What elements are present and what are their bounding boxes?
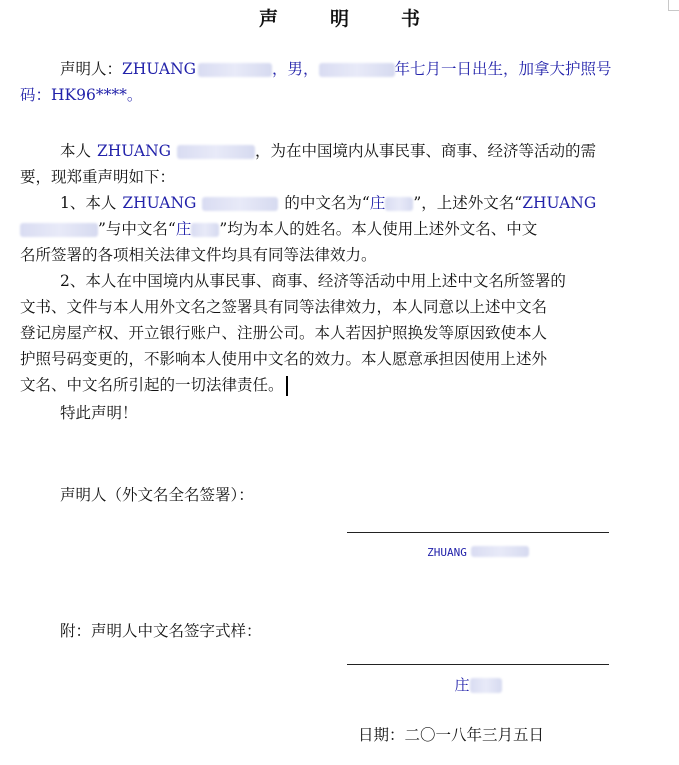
declarant-gender: ，男，: [272, 60, 319, 78]
item2-line-5: [20, 372, 288, 398]
item2-line-2: 文书、文件与本人用外文名之签署具有同等法律效力，本人同意以上述中文名: [20, 298, 548, 316]
item1-line-3: 名所签署的各项相关法律文件均具有同等法律效力。: [20, 246, 377, 264]
item2-line-1: 2、本人在中国境内从事民事、商事、经济等活动中用上述中文名所签署的: [60, 272, 566, 290]
annex-label: 附：声明人中文名签字式样：: [60, 622, 262, 640]
redacted-name: [202, 197, 278, 211]
item1-name: ZHUANG: [122, 194, 197, 212]
annex-signature-block: [347, 674, 609, 695]
redacted-name: [177, 145, 255, 159]
statement-line-1: [60, 138, 596, 164]
declarant-line-2: 码：HK96****。: [20, 86, 143, 104]
item2-line-4: 护照号码变更的，不影响本人使用中文名的效力。本人愿意承担因使用上述外: [20, 350, 548, 368]
redacted-cn-name: [191, 223, 219, 237]
signature-block: [347, 541, 609, 560]
item1-text-3: ”，上述外文名“: [413, 194, 523, 212]
annex-cn-name: 庄: [454, 676, 470, 694]
statement-text: 本人: [60, 142, 92, 160]
redacted-cn-name: [385, 197, 413, 211]
annex-signature-line[interactable]: [347, 664, 609, 665]
redacted-cn-name: [470, 678, 502, 693]
statement-name: ZHUANG: [97, 142, 172, 160]
closing-text: 特此声明！: [60, 404, 138, 422]
item1-text-5: ”均为本人的姓名。本人使用上述外文名、中文: [219, 220, 538, 238]
declarant-birth-passport: 年七月一日出生，加拿大护照号: [394, 60, 612, 78]
item1-name-2: ZHUANG: [522, 194, 597, 212]
signature-line[interactable]: [347, 532, 609, 533]
document-title: 声明书: [258, 8, 472, 30]
item1-line-2: [20, 216, 537, 242]
declarant-line-1: [60, 56, 612, 82]
item1-cn-name: 庄: [369, 194, 386, 212]
item1-cn-name-2: 庄: [175, 220, 192, 238]
redacted-birth-year: [319, 63, 395, 77]
redacted-name: [198, 63, 272, 77]
statement-text-2: ，为在中国境内从事民事、商事、经济等活动的需: [255, 142, 597, 160]
item2-text: 文名、中文名所引起的一切法律责任。: [20, 376, 284, 394]
statement-line-2: 要，现郑重声明如下：: [20, 168, 176, 186]
item1-text-4: ”与中文名“: [98, 220, 176, 238]
item2-line-3: 登记房屋产权、开立银行账户、注册公司。本人若因护照换发等原因致使本人: [20, 324, 548, 342]
declarant-name: ZHUANG: [122, 60, 197, 78]
declarant-label: 声明人：: [60, 60, 123, 78]
item1-line-1: [60, 190, 596, 216]
item1-text-2: 的中文名为“: [284, 194, 370, 212]
signature-name: ZHUANG: [427, 546, 467, 559]
redacted-name: [20, 223, 98, 237]
signature-label: 声明人（外文名全名签署）：: [60, 486, 254, 504]
text-cursor: [286, 376, 288, 396]
item1-text: 1、本人: [60, 194, 117, 212]
redacted-name: [471, 546, 529, 557]
document-date: 日期：二〇一八年三月五日: [358, 726, 545, 744]
